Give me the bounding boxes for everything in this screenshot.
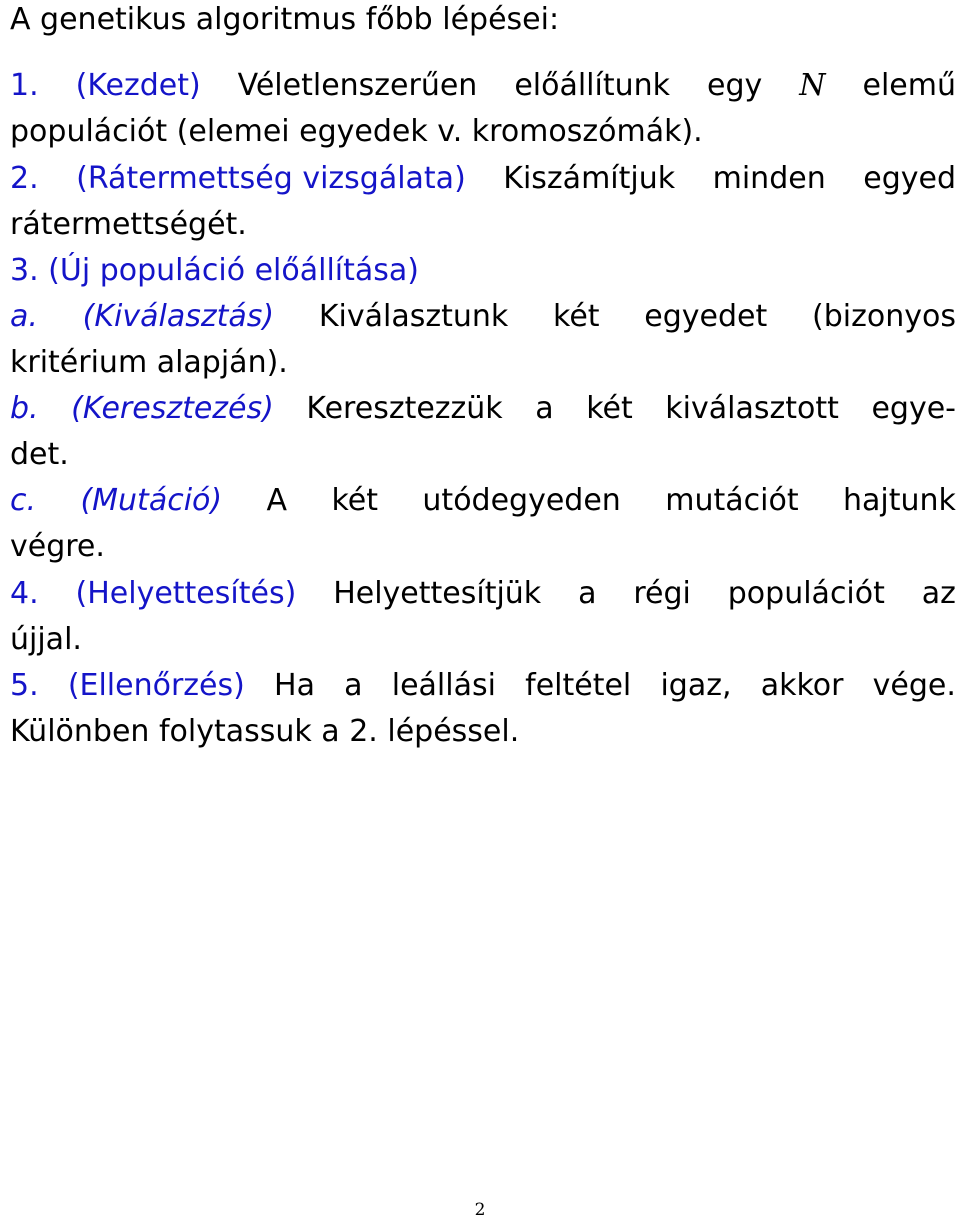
step-2-line-2: rátermettségét. bbox=[10, 207, 247, 242]
step-3c-word: mutációt bbox=[665, 483, 799, 518]
step-5-line-2: Különben folytassuk a 2. lépéssel. bbox=[10, 714, 520, 749]
step-3a-word: egyedet bbox=[644, 299, 768, 334]
step-3-number: 3. bbox=[10, 253, 39, 288]
step-3b-line-1 bbox=[10, 391, 956, 427]
step-1-word: előállítunk bbox=[514, 68, 671, 103]
step-4-label: (Helyettesítés) bbox=[75, 576, 297, 611]
step-5-label: (Ellenőrzés) bbox=[67, 668, 245, 703]
page-number: 2 bbox=[474, 1200, 486, 1220]
step-1-variable: N bbox=[799, 68, 826, 103]
step-3c-word: hajtunk bbox=[843, 483, 956, 518]
step-3-line-1 bbox=[10, 253, 956, 289]
step-4-word: az bbox=[921, 576, 956, 611]
step-5-word: vége. bbox=[872, 668, 956, 703]
step-2-word: egyed bbox=[863, 161, 956, 196]
step-4-line-1 bbox=[10, 576, 956, 612]
step-3c-word: A bbox=[266, 483, 288, 518]
step-5-line-1 bbox=[10, 668, 956, 704]
step-5-word: igaz, bbox=[660, 668, 732, 703]
step-5-word: leállási bbox=[391, 668, 496, 703]
step-5-word: a bbox=[344, 668, 363, 703]
step-5-word: Ha bbox=[274, 668, 315, 703]
step-5-word: akkor bbox=[760, 668, 844, 703]
step-3b-word: egye- bbox=[871, 391, 956, 426]
step-2-number: 2. bbox=[10, 161, 39, 196]
step-2-word: Kiszámítjuk bbox=[503, 161, 676, 196]
step-3c-line-2: végre. bbox=[10, 529, 105, 564]
step-3b-word: kiválasztott bbox=[665, 391, 839, 426]
step-5-number: 5. bbox=[10, 668, 39, 703]
step-1-word: Véletlenszerűen bbox=[237, 68, 478, 103]
step-3b-line-2: det. bbox=[10, 437, 69, 472]
step-3c-label: (Mutáció) bbox=[80, 483, 223, 518]
page-title: A genetikus algoritmus főbb lépései: bbox=[10, 2, 560, 37]
step-3c-letter: c. bbox=[10, 483, 37, 518]
step-2-label: (Rátermettség vizsgálata) bbox=[76, 161, 466, 196]
step-3a-line-2: kritérium alapján). bbox=[10, 345, 288, 380]
step-2-word: minden bbox=[712, 161, 826, 196]
step-3a-line-1 bbox=[10, 299, 956, 335]
step-3b-word: Keresztezzük bbox=[306, 391, 503, 426]
step-2-line-1 bbox=[10, 161, 956, 197]
step-4-number: 4. bbox=[10, 576, 39, 611]
step-3b-word: a bbox=[535, 391, 554, 426]
step-3b-label: (Keresztezés) bbox=[71, 391, 274, 426]
step-3c-word: két bbox=[331, 483, 378, 518]
step-4-word: Helyettesítjük bbox=[333, 576, 542, 611]
step-3c-line-1 bbox=[10, 483, 956, 519]
step-1-number: 1. bbox=[10, 68, 39, 103]
step-3a-letter: a. bbox=[10, 299, 38, 334]
step-3b-word: két bbox=[586, 391, 633, 426]
step-3-label: (Új populáció előállítása) bbox=[48, 253, 419, 288]
step-4-word: a bbox=[578, 576, 597, 611]
step-1-line-2: populációt (elemei egyedek v. kromoszómák). bbox=[10, 114, 703, 149]
step-3a-word: (bizonyos bbox=[812, 299, 956, 334]
step-3c-word: utódegyeden bbox=[422, 483, 621, 518]
step-3a-word: Kiválasztunk bbox=[318, 299, 509, 334]
step-4-word: populációt bbox=[727, 576, 885, 611]
step-5-word: feltétel bbox=[525, 668, 632, 703]
step-3a-label: (Kiválasztás) bbox=[82, 299, 275, 334]
step-3a-word: két bbox=[553, 299, 600, 334]
step-1-label: (Kezdet) bbox=[75, 68, 201, 103]
step-1-word: egy bbox=[707, 68, 763, 103]
step-1-word: elemű bbox=[862, 68, 956, 103]
step-4-line-2: újjal. bbox=[10, 622, 82, 657]
step-3b-letter: b. bbox=[10, 391, 39, 426]
step-1-line-1 bbox=[10, 68, 956, 104]
step-4-word: régi bbox=[633, 576, 691, 611]
